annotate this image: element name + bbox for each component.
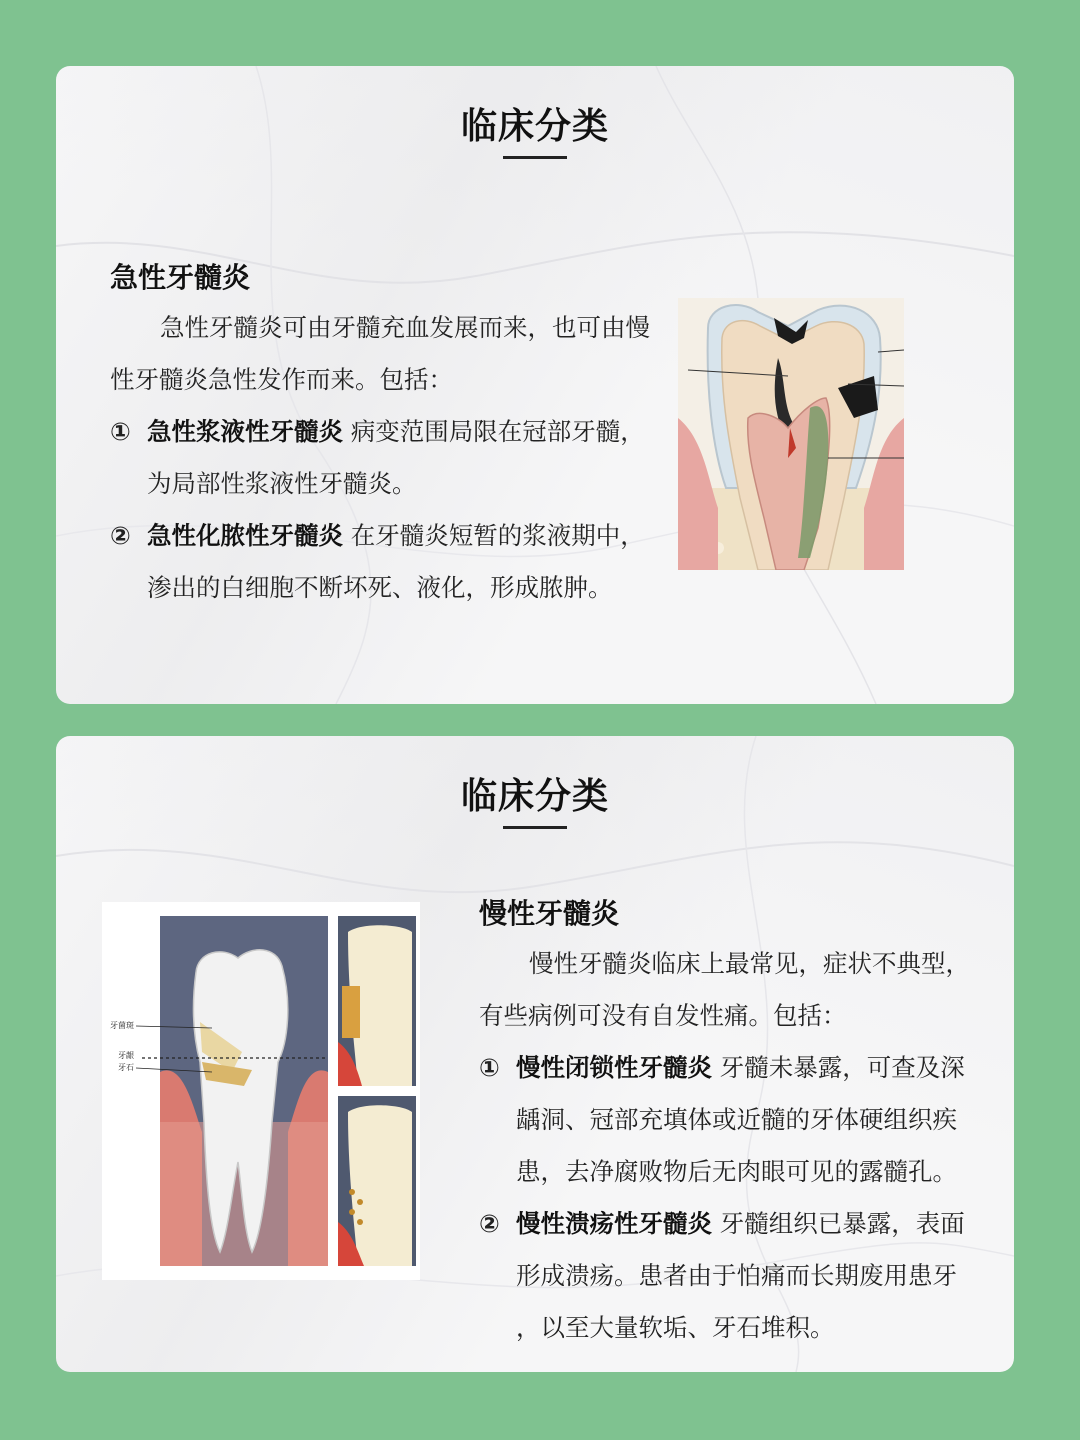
chronic-pulpitis-card <box>56 736 1014 1372</box>
chronic-item-closed <box>479 1042 979 1198</box>
chronic-intro-paragraph <box>479 938 979 1042</box>
card1-title-underline <box>503 156 567 159</box>
item-term: 慢性闭锁性牙髓炎 <box>516 1053 712 1082</box>
item-number: ① <box>479 1053 500 1082</box>
chronic-pulpitis-tooth-illustration <box>102 902 420 1280</box>
card1-title: 临床分类 <box>460 106 609 147</box>
item-text-line1: 牙髓未暴露，可查及深 <box>712 1053 965 1082</box>
chronic-intro-line2: 有些病例可没有自发性痛。包括： <box>479 1001 847 1030</box>
chronic-item-ulcerative <box>479 1198 979 1354</box>
acute-intro-paragraph <box>110 302 670 406</box>
acute-item-suppurative <box>110 510 670 614</box>
item-text-line2: 龋洞、冠部充填体或近髓的牙体硬组织疾 <box>516 1105 957 1134</box>
acute-pulpitis-card <box>56 66 1014 704</box>
chronic-intro-line1: 慢性牙髓炎临床上最常见，症状不典型， <box>529 949 970 978</box>
acute-intro-line1: 急性牙髓炎可由牙髓充血发展而来，也可由慢 <box>160 313 650 342</box>
item-number: ① <box>110 417 131 446</box>
acute-pulpitis-heading: 急性牙髓炎 <box>110 261 251 294</box>
item-text-line2: 为局部性浆液性牙髓炎。 <box>147 469 417 498</box>
item-text-line3: 患，去净腐败物后无肉眼可见的露髓孔。 <box>516 1157 957 1186</box>
item-number: ② <box>110 521 131 550</box>
item-term: 急性浆液性牙髓炎 <box>147 417 343 446</box>
item-number: ② <box>479 1209 500 1238</box>
item-text-line1: 病变范围局限在冠部牙髓， <box>343 417 645 446</box>
label-gingiva: 牙龈 <box>118 1051 134 1060</box>
item-term: 慢性溃疡性牙髓炎 <box>516 1209 712 1238</box>
card2-title-underline <box>503 826 567 829</box>
item-text-line2: 渗出的白细胞不断坏死、液化，形成脓肿。 <box>147 573 613 602</box>
acute-item-serous <box>110 406 670 510</box>
item-term: 急性化脓性牙髓炎 <box>147 521 343 550</box>
label-calculus: 牙石 <box>118 1063 134 1072</box>
acute-intro-line2: 性牙髓炎急性发作而来。包括： <box>110 365 453 394</box>
card2-title: 临床分类 <box>460 776 609 817</box>
chronic-pulpitis-heading: 慢性牙髓炎 <box>479 897 620 930</box>
item-text-line1: 牙髓组织已暴露，表面 <box>712 1209 965 1238</box>
item-text-line3: ，以至大量软垢、牙石堆积。 <box>516 1313 835 1342</box>
label-plaque: 牙菌斑 <box>110 1021 134 1030</box>
item-text-line1: 在牙髓炎短暂的浆液期中， <box>343 521 645 550</box>
item-text-line2: 形成溃疡。患者由于怕痛而长期废用患牙 <box>516 1261 957 1290</box>
acute-pulpitis-tooth-illustration <box>678 298 904 570</box>
